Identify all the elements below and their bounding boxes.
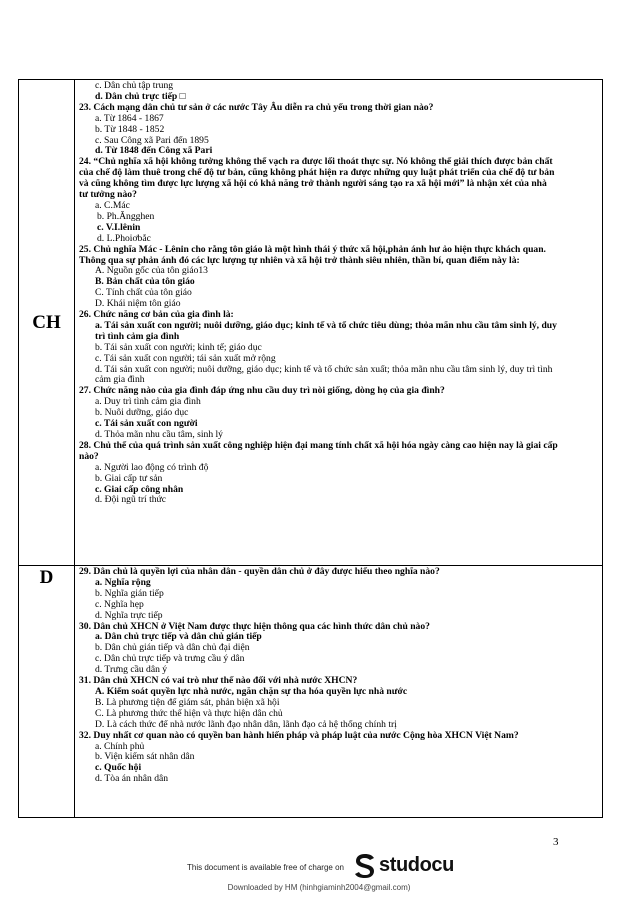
- answer-option: d. Tái sản xuất con người; nuôi dưỡng, giáo dục; kinh tế và tổ chức sản xuất; thỏa mãn nhu cầu tâm sinh lý, duy trì tình: [95, 363, 553, 375]
- answer-option: a. Tái sản xuất con người; nuôi dưỡng, giáo dục; kinh tế và tổ chức tiêu dùng; thỏa mãn nhu cầu tâm sinh lý, duy: [95, 319, 557, 331]
- answer-option: b. Nghĩa gián tiếp: [95, 587, 164, 599]
- table-row: [19, 566, 603, 818]
- answer-option: d. Trưng cầu dân ý: [95, 664, 168, 676]
- answer-option: d. Thỏa mãn nhu cầu tâm, sinh lý: [95, 429, 223, 440]
- answer-option: A. Kiểm soát quyền lực nhà nước, ngăn chặn sự tha hóa quyền lực nhà nước: [95, 685, 408, 697]
- answer-option: trì tình cảm gia đình: [95, 330, 180, 342]
- question-text: 31. Dân chủ XHCN có vai trò như thế nào đối với nhà nước XHCN?: [79, 675, 358, 687]
- answer-option: A. Nguồn gốc của tôn giáo13: [95, 265, 208, 277]
- answer-option: d. Nghĩa trực tiếp: [95, 609, 163, 621]
- question-text: 30. Dân chủ XHCN ở Việt Nam được thực hiện thông qua các hình thức dân chủ nào?: [79, 620, 430, 632]
- answer-option: a. Từ 1864 - 1867: [95, 112, 164, 124]
- download-notice: Downloaded by HM (hinhgiaminh2004@gmail.com): [227, 883, 411, 892]
- answer-option: c. V.I.lênin: [97, 221, 141, 233]
- answer-option: b. Nuôi dưỡng, giáo dục: [95, 407, 189, 419]
- row-content: [75, 566, 603, 818]
- row-label: D: [19, 566, 75, 818]
- answer-option: c. Giai cấp công nhân: [95, 483, 184, 495]
- answer-option: b. Viện kiểm sát nhân dân: [95, 751, 195, 763]
- answer-option: d. Tòa án nhân dân: [95, 773, 169, 785]
- question-text: nào?: [79, 450, 99, 462]
- table-row: [19, 80, 603, 566]
- answer-option: C. Tính chất của tôn giáo: [95, 287, 192, 299]
- answer-option: C. Là phương thức thể hiện và thực hiện dân chủ: [95, 707, 283, 719]
- answer-option: c. Sau Công xã Pari đến 1895: [95, 134, 209, 146]
- question-text: 29. Dân chủ là quyền lợi của nhân dân - quyền dân chủ ở đây được hiểu theo nghĩa nào?: [79, 566, 440, 577]
- row-content: [75, 80, 603, 566]
- question-text: 32. Duy nhất cơ quan nào có quyền ban hành hiến pháp và pháp luật của nước Cộng hòa XHCN Việt Nam?: [79, 729, 519, 741]
- answer-option: d. L.Phoiơbắc: [97, 232, 151, 244]
- answer-option: b. Ph.Ăngghen: [97, 210, 155, 222]
- question-text: 26. Chức năng cơ bản của gia đình là:: [79, 309, 234, 321]
- answer-option: B. Bản chất của tôn giáo: [95, 276, 195, 288]
- studocu-logo-text: studocu: [379, 854, 454, 876]
- studocu-logo-icon: [354, 853, 376, 879]
- answer-option: a. Nghĩa rộng: [95, 576, 151, 588]
- answer-option: a. C.Mác: [95, 199, 130, 211]
- answer-option: c. Dân chủ trực tiếp và trưng cầu ý dân: [95, 653, 245, 665]
- answer-option: d. Dân chủ trực tiếp □: [95, 90, 186, 102]
- question-text: của chế độ làm thuê trong chế độ tư bản, cũng không phát hiện ra được những quy luật phát triển của chế độ tư bản: [79, 167, 555, 179]
- answer-option: c. Tái sản xuất con người: [95, 418, 198, 430]
- answer-option: a. Duy trì tình cảm gia đình: [95, 396, 201, 408]
- answer-option: a. Người lao động có trình độ: [95, 461, 209, 473]
- question-text: 25. Chủ nghĩa Mác - Lênin cho rằng tôn giáo là một hình thái ý thức xã hội,phản ánh hư ảo hiện thực khách quan.: [79, 243, 546, 255]
- question-text: 23. Cách mạng dân chủ tư sản ở các nước Tây Âu diễn ra chủ yếu trong thời gian nào?: [79, 101, 434, 113]
- answer-option: a. Chính phủ: [95, 740, 145, 752]
- answer-option: b. Tái sản xuất con người; kinh tế; giáo dục: [95, 341, 262, 353]
- question-table: [18, 79, 603, 818]
- question-text: và cũng không tìm được lực lượng xã hội có khả năng trở thành người sáng tạo ra xã hội mới” là nhận xét của nhà: [79, 178, 547, 190]
- question-text: Thông qua sự phản ánh đó các lực lượng tự nhiên và xã hội trở thành siêu nhiên, thần bí, quan điểm này là:: [79, 254, 520, 266]
- studocu-logo[interactable]: [354, 853, 456, 879]
- answer-option: c. Quốc hội: [95, 762, 142, 774]
- question-text: 28. Chủ thể của quá trình sản xuất công nghiệp hiện đại mang tính chất xã hội hóa ngày càng cao hiện nay là giai cấp: [79, 439, 558, 451]
- answer-option: D. Khái niệm tôn giáo: [95, 298, 181, 310]
- question-text: 27. Chức năng nào của gia đình đáp ứng nhu cầu duy trì nòi giống, dòng họ của gia đình?: [79, 385, 445, 397]
- question-text: tư tưởng nào?: [79, 189, 137, 201]
- answer-option: b. Dân chủ gián tiếp và dân chủ đại diện: [95, 642, 250, 654]
- answer-option: b. Giai cấp tư sản: [95, 472, 163, 484]
- answer-option: c. Dân chủ tập trung: [95, 80, 174, 91]
- row-label: CH: [19, 80, 75, 566]
- answer-option: D. Là cách thức để nhà nước lãnh đạo nhân dân, lãnh đạo cả hệ thống chính trị: [95, 718, 397, 730]
- question-text: 24. “Chủ nghĩa xã hội không tưởng không thể vạch ra được lối thoát thực sự. Nó không thể giải thích được bản chất: [79, 156, 553, 168]
- answer-option: d. Từ 1848 đến Công xã Pari: [95, 145, 213, 157]
- footer-notice: This document is available free of charge on: [187, 863, 344, 872]
- answer-option: a. Dân chủ trực tiếp và dân chủ gián tiếp: [95, 631, 262, 643]
- answer-option: c. Nghĩa hẹp: [95, 598, 144, 610]
- answer-option: B. Là phương tiện để giám sát, phản biện xã hội: [95, 696, 280, 708]
- page-number: 3: [553, 836, 559, 848]
- answer-option: c. Tái sản xuất con người; tái sản xuất mở rộng: [95, 352, 276, 364]
- answer-option: b. Từ 1848 - 1852: [95, 123, 165, 135]
- answer-option: d. Đội ngũ trí thức: [95, 494, 167, 506]
- answer-option: cảm gia đình: [95, 374, 145, 386]
